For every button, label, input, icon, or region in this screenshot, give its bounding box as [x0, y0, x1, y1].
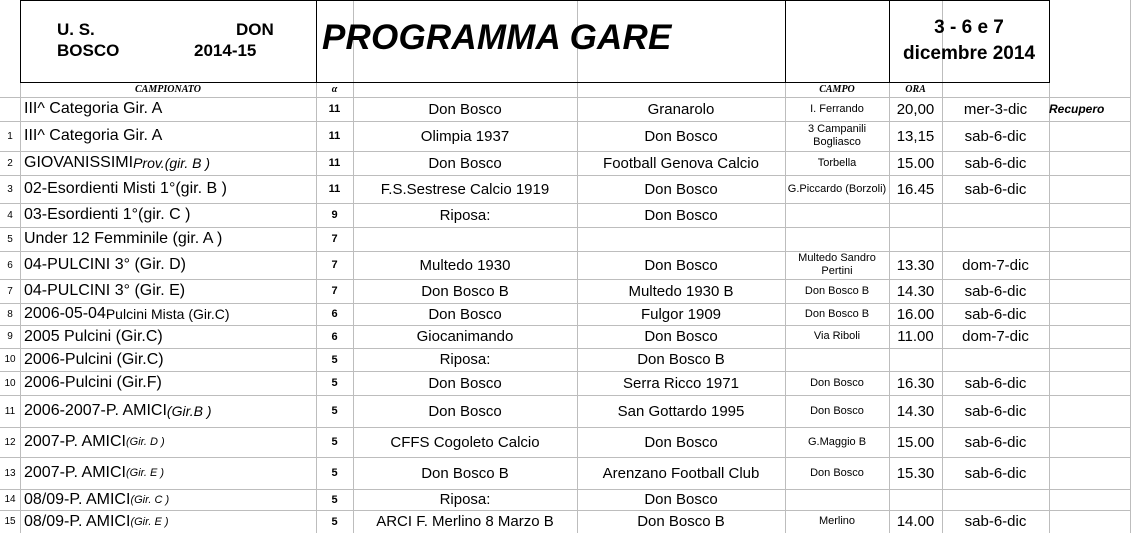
row-number[interactable]: 10 [4, 354, 16, 365]
ora-cell[interactable]: 15.00 [896, 433, 935, 451]
row-number[interactable]: 4 [7, 209, 13, 221]
table-row[interactable] [0, 510, 1131, 533]
away-team-cell[interactable]: Fulgor 1909 [640, 305, 722, 323]
note-cell[interactable] [1049, 427, 1131, 457]
day-cell[interactable] [942, 203, 1049, 227]
girone-text: Prov.(gir. B ) [133, 155, 211, 171]
day-cell[interactable]: sab-6-dic [964, 374, 1027, 392]
note-cell[interactable] [1049, 175, 1131, 203]
away-team-cell[interactable]: Arenzano Football Club [602, 464, 760, 482]
home-team-cell[interactable]: Olimpia 1937 [420, 127, 510, 145]
girone-text: Pulcini Mista (Gir.C) [105, 306, 230, 322]
campo-cell[interactable]: Don Bosco [810, 404, 864, 417]
column-header-campionato: CAMPIONATO [135, 84, 201, 95]
alpha-cell[interactable]: 9 [331, 209, 338, 221]
home-team-cell[interactable]: Riposa: [439, 206, 491, 224]
campo-cell[interactable]: Don Bosco [810, 466, 864, 479]
day-cell[interactable]: sab-6-dic [964, 180, 1027, 198]
home-team-cell[interactable]: Riposa: [439, 351, 491, 368]
home-team-cell[interactable]: Don Bosco B [421, 282, 509, 300]
campo-cell[interactable]: Merlino [818, 515, 856, 527]
alpha-cell[interactable]: 5 [331, 493, 338, 506]
row-number[interactable]: 3 [7, 183, 13, 195]
day-cell[interactable]: sab-6-dic [964, 282, 1027, 300]
table-row[interactable] [0, 325, 1131, 348]
table-row[interactable] [0, 175, 1131, 203]
campo-cell[interactable] [785, 489, 889, 510]
alpha-cell[interactable]: 11 [328, 130, 341, 142]
away-team-cell[interactable]: Don Bosco [644, 491, 718, 508]
campionato-text: 08/09-P. AMICI [24, 490, 131, 508]
home-team-cell[interactable]: Giocanimando [416, 328, 514, 345]
away-team-cell[interactable]: Serra Ricco 1971 [623, 374, 739, 392]
club-name-line1: U. S. [57, 20, 95, 39]
campionato-text: 2005 Pulcini (Gir.C) [24, 327, 163, 345]
girone-text: (Gir. E ) [125, 467, 165, 479]
alpha-cell[interactable]: 5 [331, 436, 338, 448]
note-cell[interactable] [1049, 457, 1131, 489]
alpha-cell[interactable]: 7 [331, 285, 338, 297]
header-border [316, 0, 317, 83]
ora-cell[interactable]: 13.30 [896, 256, 935, 274]
note-cell[interactable] [1049, 325, 1131, 348]
table-row[interactable] [0, 121, 1131, 151]
header-border [20, 0, 21, 83]
table-row[interactable] [0, 371, 1131, 395]
day-cell[interactable] [942, 489, 1049, 510]
away-team-cell[interactable]: Don Bosco [644, 206, 718, 224]
campionato-text: 2006-05-04 [24, 305, 106, 322]
ora-cell[interactable]: 13,15 [896, 127, 935, 145]
date-line1: 3 - 6 e 7 [934, 17, 1004, 38]
note-cell[interactable] [1049, 348, 1131, 371]
home-team-cell[interactable]: Don Bosco [428, 154, 502, 172]
table-row[interactable] [0, 203, 1131, 227]
campionato-text: 2006-2007-P. AMICI [24, 402, 167, 419]
note-cell[interactable] [1049, 395, 1131, 427]
header-border [1049, 0, 1050, 83]
home-team-cell[interactable]: Don Bosco [428, 374, 502, 392]
row-number[interactable]: 15 [4, 516, 16, 527]
alpha-cell[interactable]: 5 [331, 515, 338, 528]
note-cell[interactable] [1049, 121, 1131, 151]
day-cell[interactable]: sab-6-dic [964, 433, 1027, 451]
note-cell[interactable] [1049, 510, 1131, 533]
row-number[interactable]: 7 [7, 285, 13, 297]
header-border [889, 0, 890, 83]
row-number[interactable]: 12 [4, 436, 16, 448]
campionato-cell[interactable] [24, 457, 316, 489]
table-row[interactable] [0, 303, 1131, 325]
column-header-ora: ORA [905, 84, 926, 95]
campionato-cell[interactable] [24, 395, 316, 427]
alpha-cell[interactable]: 7 [331, 259, 338, 271]
ora-cell[interactable] [889, 348, 942, 371]
campionato-cell[interactable] [24, 97, 316, 121]
campionato-text: 04-PULCINI 3° (Gir. E) [24, 282, 186, 299]
row-number[interactable]: 10 [4, 377, 16, 389]
table-row[interactable] [0, 348, 1131, 371]
campionato-text: 08/09-P. AMICI [24, 512, 131, 530]
home-team-cell[interactable]: Multedo 1930 [419, 256, 511, 274]
girone-text: (Gir.B ) [166, 403, 212, 419]
home-team-cell[interactable]: Don Bosco B [421, 464, 509, 482]
campo-cell[interactable]: 3 Campanili Bogliasco [807, 123, 867, 148]
campionato-cell[interactable] [24, 279, 316, 303]
table-row[interactable] [0, 457, 1131, 489]
alpha-cell[interactable]: 7 [331, 233, 338, 245]
table-row[interactable] [0, 151, 1131, 175]
table-row[interactable] [0, 251, 1131, 279]
home-team-cell[interactable]: Don Bosco [428, 402, 502, 420]
day-cell[interactable] [942, 348, 1049, 371]
away-team-cell[interactable]: Don Bosco B [637, 513, 725, 530]
campo-cell[interactable] [785, 227, 889, 251]
day-cell[interactable]: sab-6-dic [964, 154, 1027, 172]
campo-cell[interactable]: Torbella [817, 156, 857, 169]
away-team-cell[interactable]: Football Genova Calcio [603, 154, 759, 172]
away-team-cell[interactable]: Don Bosco [644, 256, 718, 274]
note-cell[interactable] [1049, 151, 1131, 175]
alpha-cell[interactable]: 5 [331, 377, 338, 389]
away-team-cell[interactable]: Don Bosco B [637, 351, 725, 368]
note-cell[interactable]: Recupero [1049, 102, 1105, 116]
day-cell[interactable]: sab-6-dic [964, 127, 1027, 145]
home-team-cell[interactable] [353, 227, 577, 251]
campionato-text: 02-Esordienti Misti 1°(gir. B ) [24, 180, 227, 197]
campo-cell[interactable]: Don Bosco B [804, 284, 870, 297]
away-team-cell[interactable]: Don Bosco [644, 127, 718, 145]
campo-cell[interactable]: G.Maggio B [807, 435, 867, 448]
table-row[interactable] [0, 227, 1131, 251]
day-cell[interactable]: sab-6-dic [964, 402, 1027, 420]
campionato-cell[interactable] [24, 348, 316, 371]
ora-cell[interactable]: 16.30 [896, 374, 935, 392]
row-number[interactable]: 9 [7, 331, 13, 342]
day-cell[interactable] [942, 227, 1049, 251]
campionato-text: 2006-Pulcini (Gir.C) [24, 350, 164, 368]
ora-cell[interactable]: 14.00 [896, 513, 935, 530]
campo-cell[interactable]: Don Bosco [810, 376, 864, 389]
ora-cell[interactable] [889, 203, 942, 227]
note-cell[interactable] [1049, 371, 1131, 395]
header-border [20, 0, 1050, 1]
campionato-cell[interactable] [24, 121, 316, 151]
girone-text: (Gir. D ) [125, 436, 165, 448]
club-name-line2: BOSCO [57, 41, 120, 60]
table-row[interactable] [0, 97, 1131, 121]
alpha-cell[interactable]: 5 [331, 405, 338, 417]
home-team-cell[interactable]: Don Bosco [428, 305, 502, 323]
campo-cell[interactable] [785, 348, 889, 371]
campionato-cell[interactable] [24, 371, 316, 395]
campionato-cell[interactable] [24, 151, 316, 175]
alpha-cell[interactable]: 6 [331, 330, 338, 343]
note-cell[interactable] [1049, 279, 1131, 303]
note-cell[interactable] [1049, 251, 1131, 279]
ora-cell[interactable]: 14.30 [896, 282, 935, 300]
table-row[interactable] [0, 279, 1131, 303]
table-row[interactable] [0, 395, 1131, 427]
note-cell[interactable] [1049, 489, 1131, 510]
alpha-cell[interactable]: 11 [328, 183, 341, 195]
campionato-text: GIOVANISSIMI [24, 154, 134, 171]
home-team-cell[interactable]: CFFS Cogoleto Calcio [390, 433, 540, 451]
campionato-cell[interactable] [24, 251, 316, 279]
day-cell[interactable]: sab-6-dic [964, 305, 1027, 323]
row-number[interactable]: 14 [4, 494, 16, 505]
alpha-cell[interactable]: 5 [331, 353, 338, 366]
alpha-cell[interactable]: 5 [331, 467, 338, 479]
column-header-campo: CAMPO [819, 84, 855, 95]
club-name-line1-right: DON [236, 20, 274, 39]
girone-text: (Gir. E ) [130, 515, 169, 528]
campo-cell[interactable]: G.Piccardo (Borzoli) [787, 182, 887, 195]
ora-cell[interactable]: 16.00 [896, 305, 935, 323]
campionato-text: III^ Categoria Gir. A [24, 100, 163, 117]
header-border [785, 0, 786, 83]
campo-cell[interactable]: Multedo Sandro Pertini [798, 252, 876, 277]
home-team-cell[interactable]: ARCI F. Merlino 8 Marzo B [376, 513, 554, 530]
alpha-cell[interactable]: 6 [331, 308, 338, 320]
away-team-cell[interactable]: Don Bosco [644, 180, 718, 198]
girone-text: (Gir. C ) [130, 493, 170, 506]
campo-cell[interactable] [785, 203, 889, 227]
note-cell[interactable] [1049, 227, 1131, 251]
ora-cell[interactable] [889, 227, 942, 251]
home-team-cell[interactable]: Don Bosco [428, 100, 502, 118]
ora-cell[interactable]: 16.45 [896, 180, 935, 198]
date-line2: dicembre 2014 [902, 43, 1036, 64]
ora-cell[interactable]: 15.30 [896, 464, 935, 482]
campo-cell[interactable]: Via Riboli [813, 330, 861, 342]
day-cell[interactable]: sab-6-dic [964, 464, 1027, 482]
ora-cell[interactable] [889, 489, 942, 510]
column-header-alpha: α [331, 84, 338, 95]
home-team-cell[interactable]: F.S.Sestrese Calcio 1919 [380, 180, 550, 198]
table-row[interactable] [0, 489, 1131, 510]
season-label: 2014-15 [194, 41, 257, 60]
campionato-cell[interactable] [24, 427, 316, 457]
table-row[interactable] [0, 427, 1131, 457]
away-team-cell[interactable] [577, 227, 785, 251]
row-number[interactable]: 8 [7, 308, 13, 320]
away-team-cell[interactable]: Multedo 1930 B [628, 282, 734, 300]
row-number[interactable]: 11 [4, 405, 16, 417]
campionato-text: 2006-Pulcini (Gir.F) [24, 374, 162, 391]
note-cell[interactable] [1049, 203, 1131, 227]
day-cell[interactable]: dom-7-dic [962, 256, 1029, 274]
ora-cell[interactable]: 11.00 [897, 328, 934, 345]
campionato-cell[interactable] [24, 175, 316, 203]
day-cell[interactable]: sab-6-dic [964, 513, 1027, 530]
day-cell[interactable]: dom-7-dic [962, 328, 1029, 345]
row-number[interactable]: 6 [7, 259, 13, 271]
ora-cell[interactable]: 20,00 [896, 100, 935, 118]
campionato-text: 2007-P. AMICI [24, 433, 126, 450]
away-team-cell[interactable]: Don Bosco [644, 328, 718, 345]
ora-cell[interactable]: 14.30 [896, 402, 935, 420]
page-title: PROGRAMMA GARE [322, 18, 672, 57]
row-number[interactable] [0, 97, 20, 121]
campo-cell[interactable]: Don Bosco B [804, 307, 870, 320]
row-number[interactable]: 5 [7, 233, 13, 245]
away-team-cell[interactable]: San Gottardo 1995 [617, 402, 745, 420]
campionato-cell[interactable] [24, 203, 316, 227]
row-number[interactable]: 13 [4, 467, 16, 479]
home-team-cell[interactable]: Riposa: [439, 491, 491, 508]
away-team-cell[interactable]: Granarolo [647, 100, 715, 118]
campo-cell[interactable]: I. Ferrando [810, 102, 864, 115]
campionato-text: III^ Categoria Gir. A [24, 127, 163, 144]
campionato-cell[interactable] [24, 510, 316, 533]
campionato-text: 03-Esordienti 1°(gir. C ) [24, 206, 191, 223]
ora-cell[interactable]: 15.00 [896, 154, 935, 172]
day-cell[interactable]: mer-3-dic [963, 100, 1028, 118]
alpha-cell[interactable]: 11 [328, 103, 341, 115]
row-number[interactable]: 2 [7, 157, 13, 169]
campionato-text: 2007-P. AMICI [24, 464, 126, 481]
note-cell[interactable] [1049, 303, 1131, 325]
campionato-text: 04-PULCINI 3° (Gir. D) [24, 256, 186, 273]
row-number[interactable]: 1 [7, 130, 13, 142]
campionato-text: Under 12 Femminile (gir. A ) [24, 230, 223, 247]
away-team-cell[interactable]: Don Bosco [644, 433, 718, 451]
campionato-cell[interactable] [24, 489, 316, 510]
campionato-cell[interactable] [24, 325, 316, 348]
campionato-cell[interactable] [24, 303, 316, 325]
alpha-cell[interactable]: 11 [328, 157, 341, 169]
campionato-cell[interactable] [24, 227, 316, 251]
